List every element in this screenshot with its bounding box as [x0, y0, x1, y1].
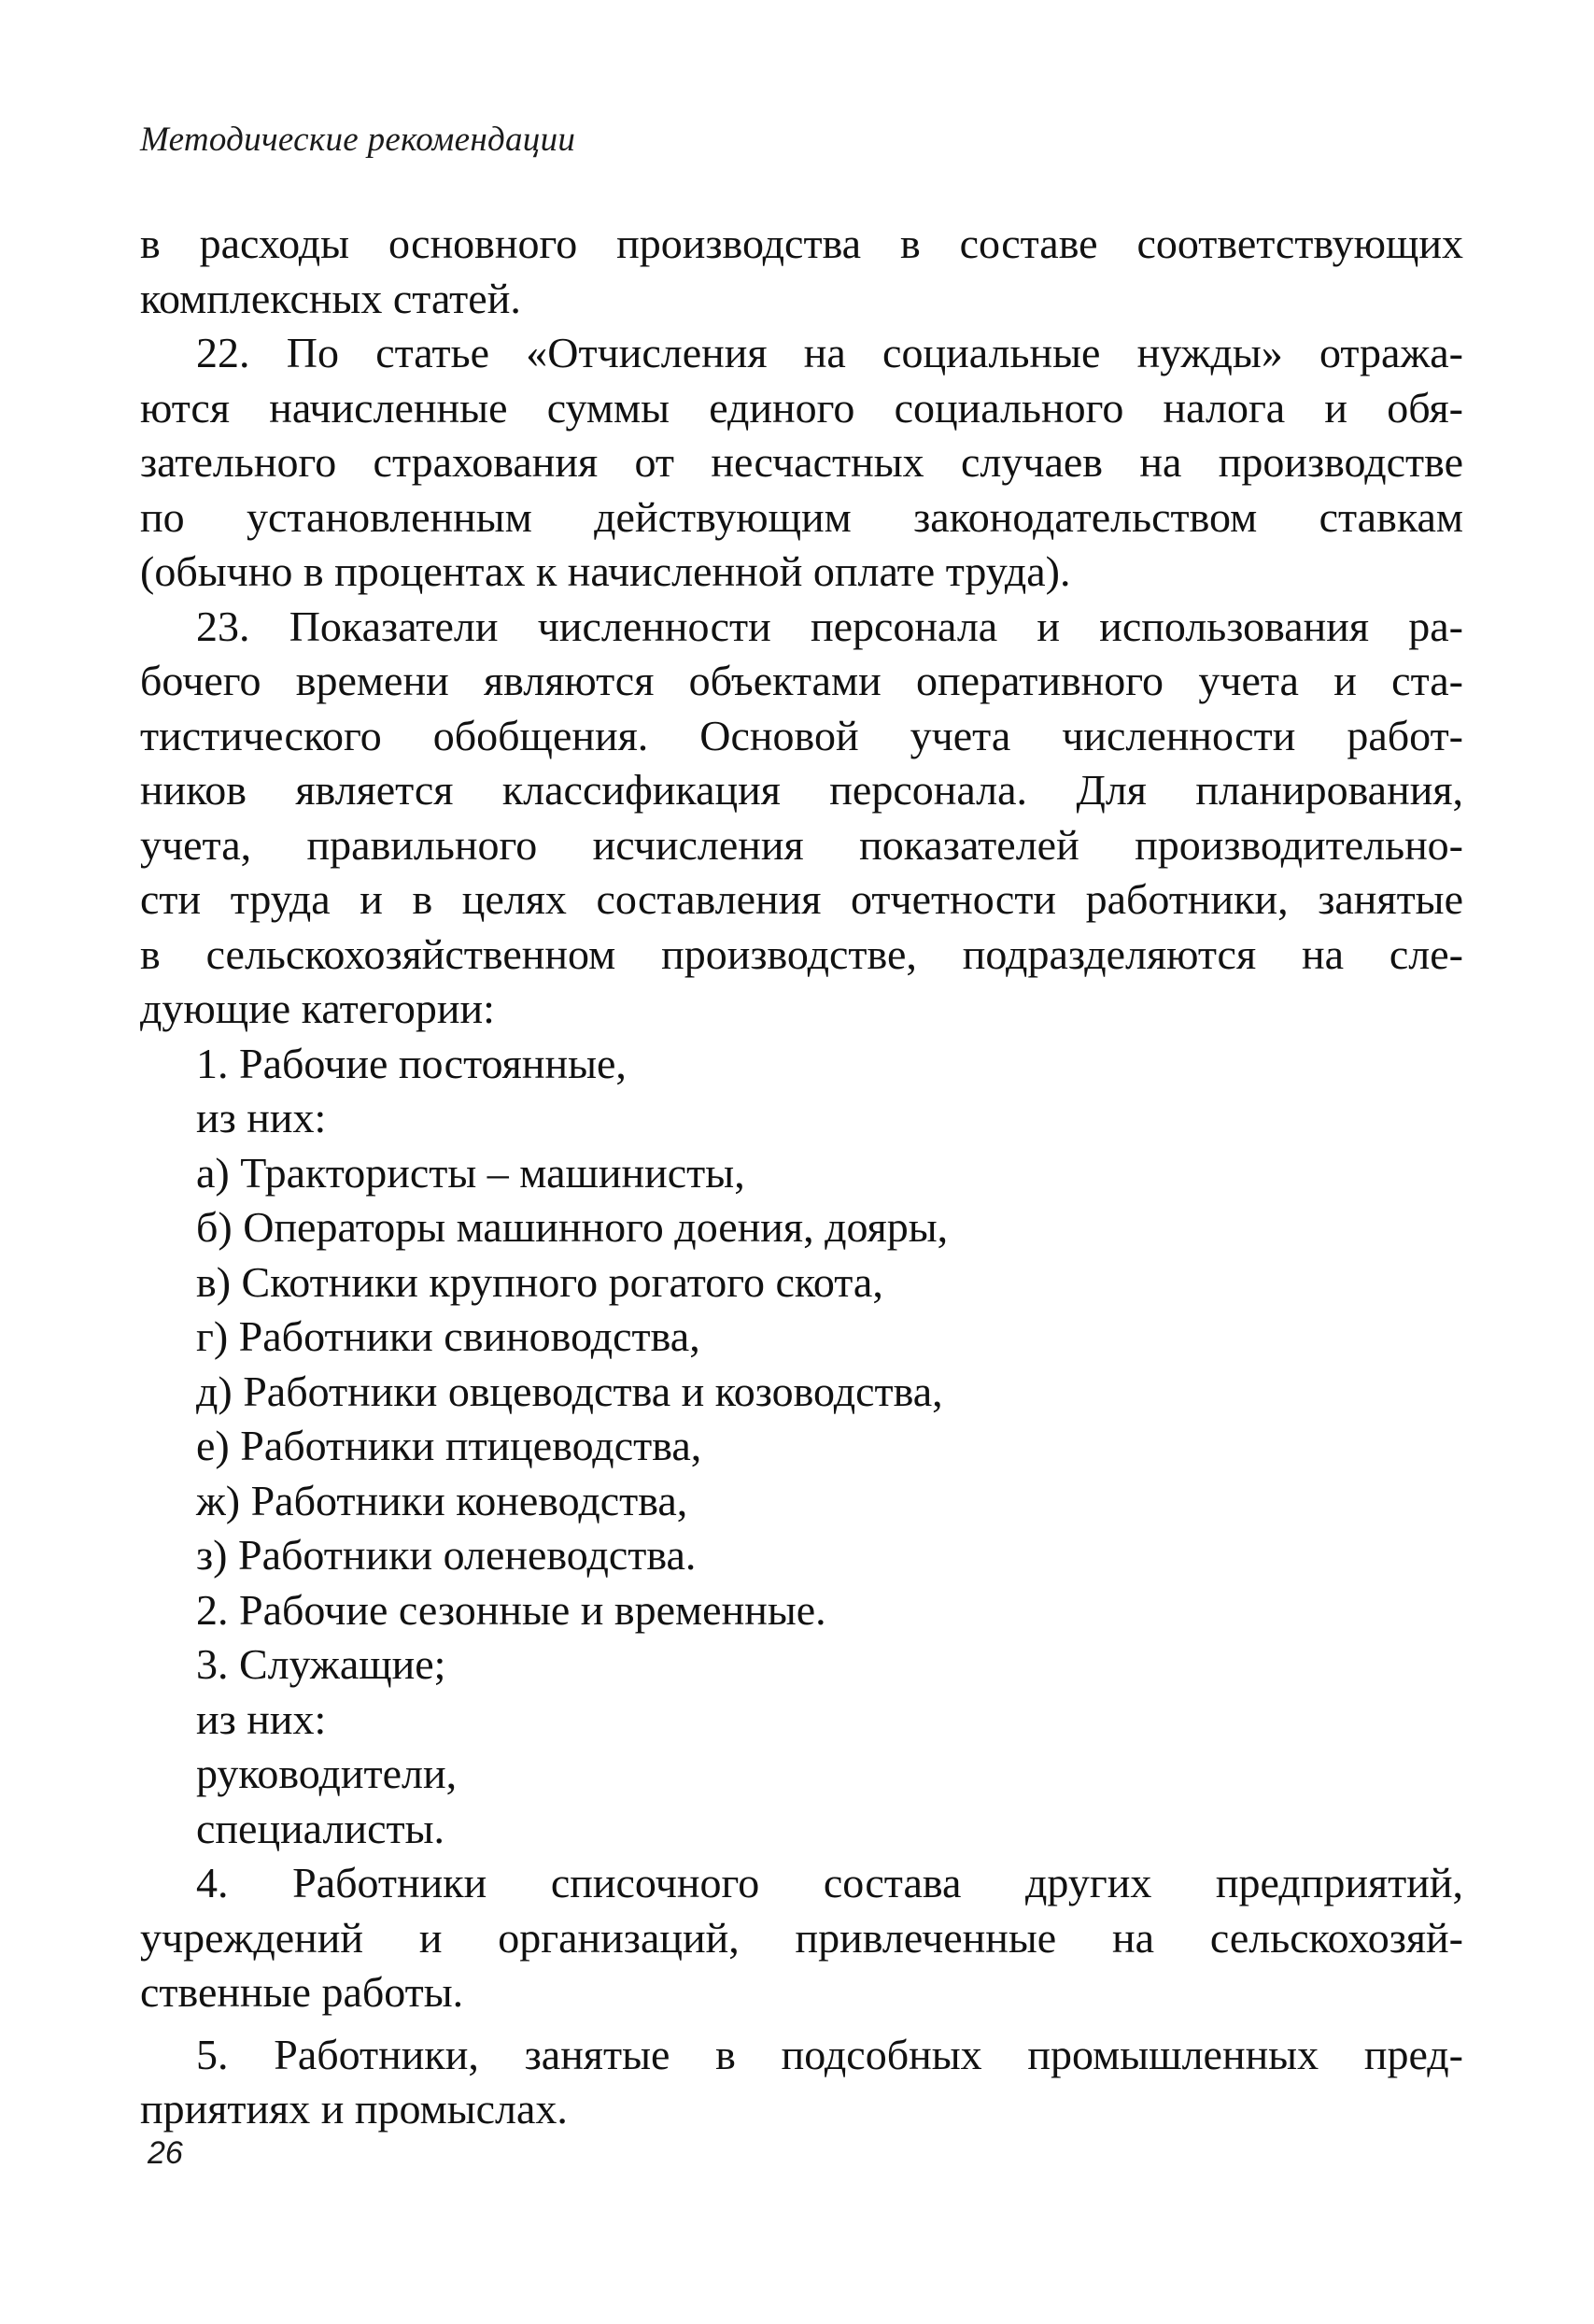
text-line: ственные работы.	[140, 1968, 464, 2016]
list-item: г) Работники свиноводства,	[196, 1312, 700, 1360]
text-line: учреждений и организаций, привлеченные на сельскохозяй-	[140, 1913, 1463, 1962]
text-line: по установленным действующим законодательством ставкам	[140, 492, 1463, 541]
list-item: б) Операторы машинного доения, дояры,	[196, 1203, 949, 1251]
page-number: 26	[148, 2135, 183, 2171]
text-line: дующие категории:	[140, 985, 495, 1032]
list-item: специалисты.	[196, 1804, 445, 1852]
text-line: 5. Работники, занятые в подсобных промышленных пред-	[196, 2030, 1463, 2078]
text-line: ников является классификация персонала. Для планирования,	[140, 766, 1463, 814]
list-item: 2. Рабочие сезонные и временные.	[196, 1585, 826, 1634]
text-line: зательного страхования от несчастных случаев на производстве	[140, 438, 1463, 486]
text-line: сти труда и в целях составления отчетности работники, занятые	[140, 875, 1463, 923]
category-list	[196, 1037, 1463, 1857]
text-line: комплексных статей.	[140, 274, 521, 322]
text-line: учета, правильного исчисления показателей производительно-	[140, 820, 1463, 869]
text-line: тистического обобщения. Основой учета численности работ-	[140, 711, 1463, 759]
paragraph-23	[140, 600, 1463, 1037]
paragraph-4	[140, 1856, 1463, 2020]
text-line: 22. По статье «Отчисления на социальные нужды» отража-	[196, 329, 1463, 376]
list-item: а) Трактористы – машинисты,	[196, 1148, 745, 1197]
intro-paragraph	[140, 217, 1463, 326]
list-item: е) Работники птицеводства,	[196, 1422, 702, 1469]
text-line: 23. Показатели численности персонала и использования ра-	[196, 602, 1463, 650]
list-item: 1. Рабочие постоянные,	[196, 1039, 627, 1087]
list-item: в) Скотники крупного рогатого скота,	[196, 1257, 883, 1306]
list-item: из них:	[196, 1694, 327, 1743]
text-line: 4. Работники списочного состава других предприятий,	[196, 1859, 1463, 1906]
running-header: Методические рекомендации	[140, 120, 576, 159]
list-item: из них:	[196, 1094, 327, 1141]
text-line: бочего времени являются объектами оперативного учета и ста-	[140, 657, 1463, 704]
list-item: з) Работники оленеводства.	[196, 1531, 697, 1579]
list-item: руководители,	[196, 1750, 458, 1797]
list-item: ж) Работники коневодства,	[196, 1476, 688, 1524]
text-line: ются начисленные суммы единого социального налога и обя-	[140, 383, 1463, 432]
paragraph-5	[140, 2028, 1463, 2137]
paragraph-22	[140, 326, 1463, 600]
body-text	[140, 217, 1463, 2137]
text-line: в расходы основного производства в составе соответствующих	[140, 220, 1463, 267]
list-item: д) Работники овцеводства и козоводства,	[196, 1367, 943, 1415]
text-line: в сельскохозяйственном производстве, подразделяются на сле-	[140, 929, 1463, 978]
text-line: (обычно в процентах к начисленной оплате труда).	[140, 547, 1071, 595]
list-item: 3. Служащие;	[196, 1640, 446, 1688]
text-line: приятиях и промыслах.	[140, 2085, 568, 2133]
